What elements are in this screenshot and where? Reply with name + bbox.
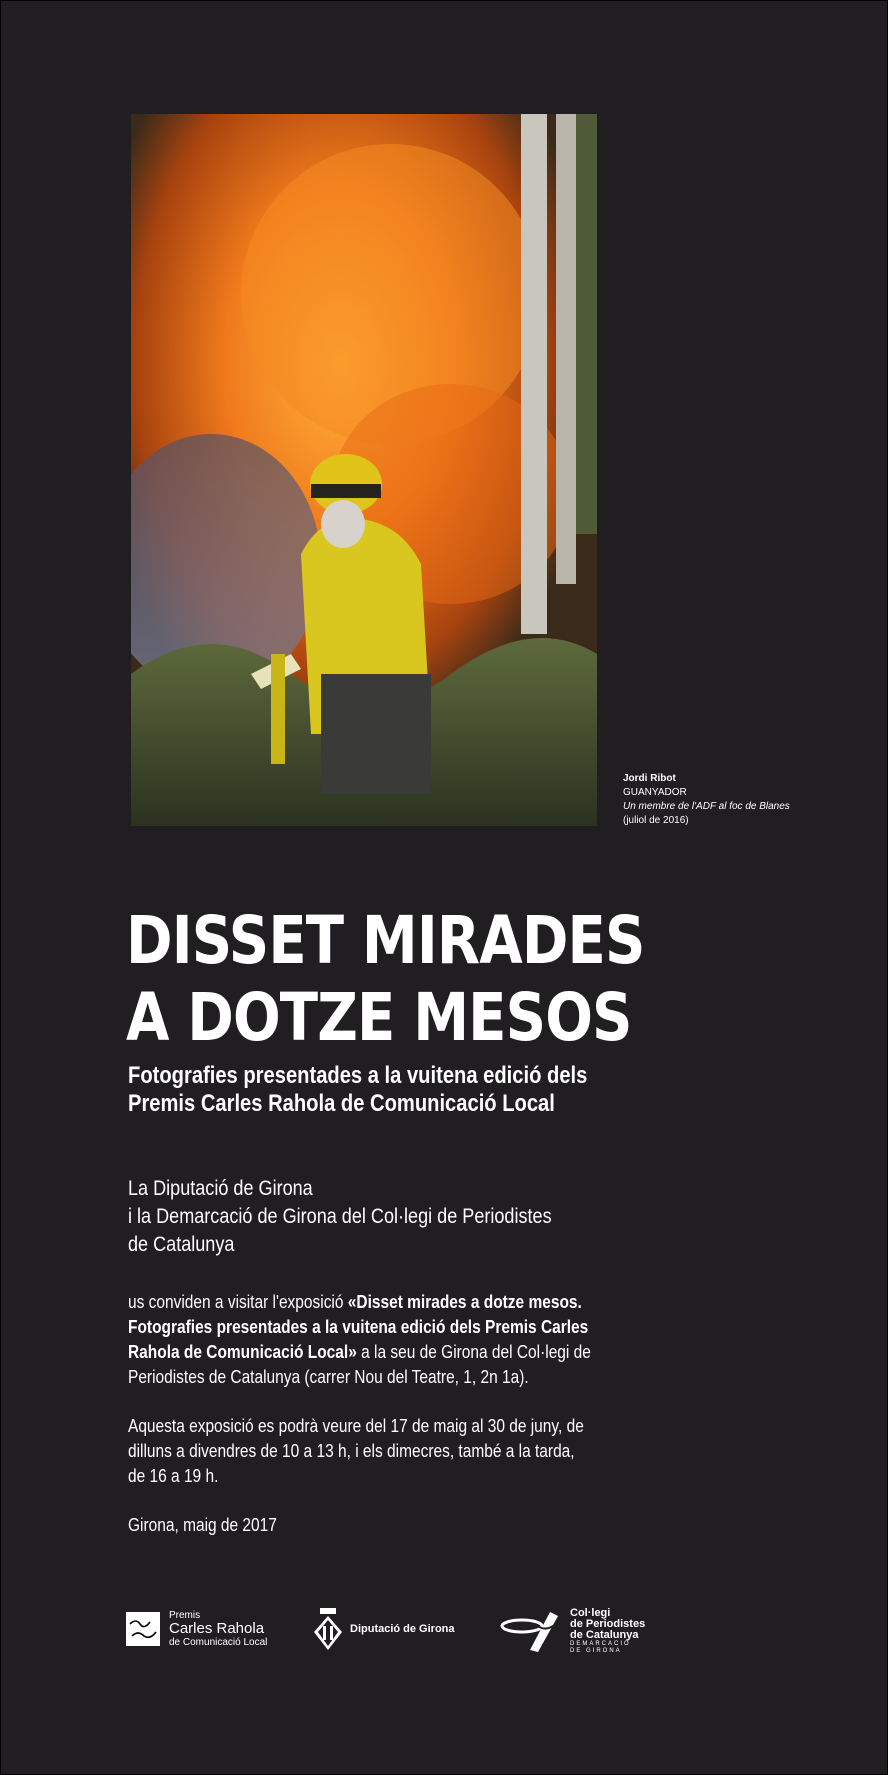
caption-author: Jordi Ribot xyxy=(623,773,676,784)
invitation-body xyxy=(128,1290,610,1562)
invitation-text: us conviden a visitar l'exposició xyxy=(128,1292,348,1312)
exhibition-subtitle xyxy=(128,1062,632,1118)
invitation-bold-text: «Disset mirades a dotze mesos. xyxy=(347,1292,582,1312)
firefighter-image xyxy=(131,114,597,826)
schedule-paragraph xyxy=(128,1414,610,1489)
exhibition-title xyxy=(126,902,645,1056)
photo-caption xyxy=(623,772,823,828)
title-line-1: DISSET MIRADES xyxy=(126,902,645,979)
organizers-intro xyxy=(128,1175,575,1259)
hero-photo xyxy=(131,114,597,826)
invitation-bold-text: Fotografies presentades a la vuitena edició dels Premis Carles xyxy=(128,1317,589,1337)
rahola-sub: de Comunicació Local xyxy=(169,1637,268,1648)
title-line-2: A DOTZE MESOS xyxy=(126,979,632,1056)
intro-line-2: i la Demarcació de Girona del Col·legi de Periodistes xyxy=(128,1205,552,1228)
intro-line-1: La Diputació de Girona xyxy=(128,1177,313,1200)
subtitle-line-2: Premis Carles Rahola de Comunicació Local xyxy=(128,1090,555,1117)
rahola-signature-icon xyxy=(126,1612,160,1646)
logo-premis-rahola xyxy=(126,1610,267,1648)
collegi-line: de Catalunya xyxy=(570,1628,639,1641)
logo-collegi-periodistes xyxy=(500,1606,645,1656)
subtitle-line-1: Fotografies presentades a la vuitena edició dels xyxy=(128,1062,588,1089)
signoff: Girona, maig de 2017 xyxy=(128,1515,277,1535)
girona-crest-icon xyxy=(312,1606,344,1652)
collegi-line: de Periodistes xyxy=(570,1617,646,1630)
invitation-text: a la seu de Girona del Col·legi de xyxy=(356,1342,591,1362)
collegi-line: Col·legi xyxy=(570,1606,611,1619)
schedule-text: Aquesta exposició es podrà veure del 17 de maig al 30 de juny, de xyxy=(128,1416,584,1436)
invitation-bold-text: Rahola de Comunicació Local» xyxy=(128,1342,357,1362)
diputacio-name: Diputació de Girona xyxy=(350,1623,455,1635)
schedule-text: de 16 a 19 h. xyxy=(128,1466,219,1486)
caption-award: GUANYADOR xyxy=(623,787,687,798)
caption-date: (juliol de 2016) xyxy=(623,815,689,826)
rahola-name: Carles Rahola xyxy=(169,1620,265,1637)
sponsor-logos xyxy=(124,1606,664,1660)
invitation-address: Periodistes de Catalunya (carrer Nou del Teatre, 1, 2n 1a). xyxy=(128,1367,529,1387)
collegi-demarcacio: DEMARCACIÓ xyxy=(570,1640,631,1647)
collegi-text xyxy=(570,1608,645,1655)
collegi-girona: DE GIRONA xyxy=(570,1647,622,1654)
pen-logo-icon xyxy=(500,1606,564,1656)
rahola-text xyxy=(169,1610,267,1648)
intro-line-3: de Catalunya xyxy=(128,1233,235,1256)
caption-description: Un membre de l'ADF al foc de Blanes xyxy=(623,801,790,812)
rahola-small: Premis xyxy=(169,1610,201,1621)
logo-diputacio-girona xyxy=(312,1606,455,1652)
invitation-paragraph xyxy=(128,1290,610,1390)
schedule-text: dilluns a divendres de 10 a 13 h, i els dimecres, també a la tarda, xyxy=(128,1441,575,1461)
